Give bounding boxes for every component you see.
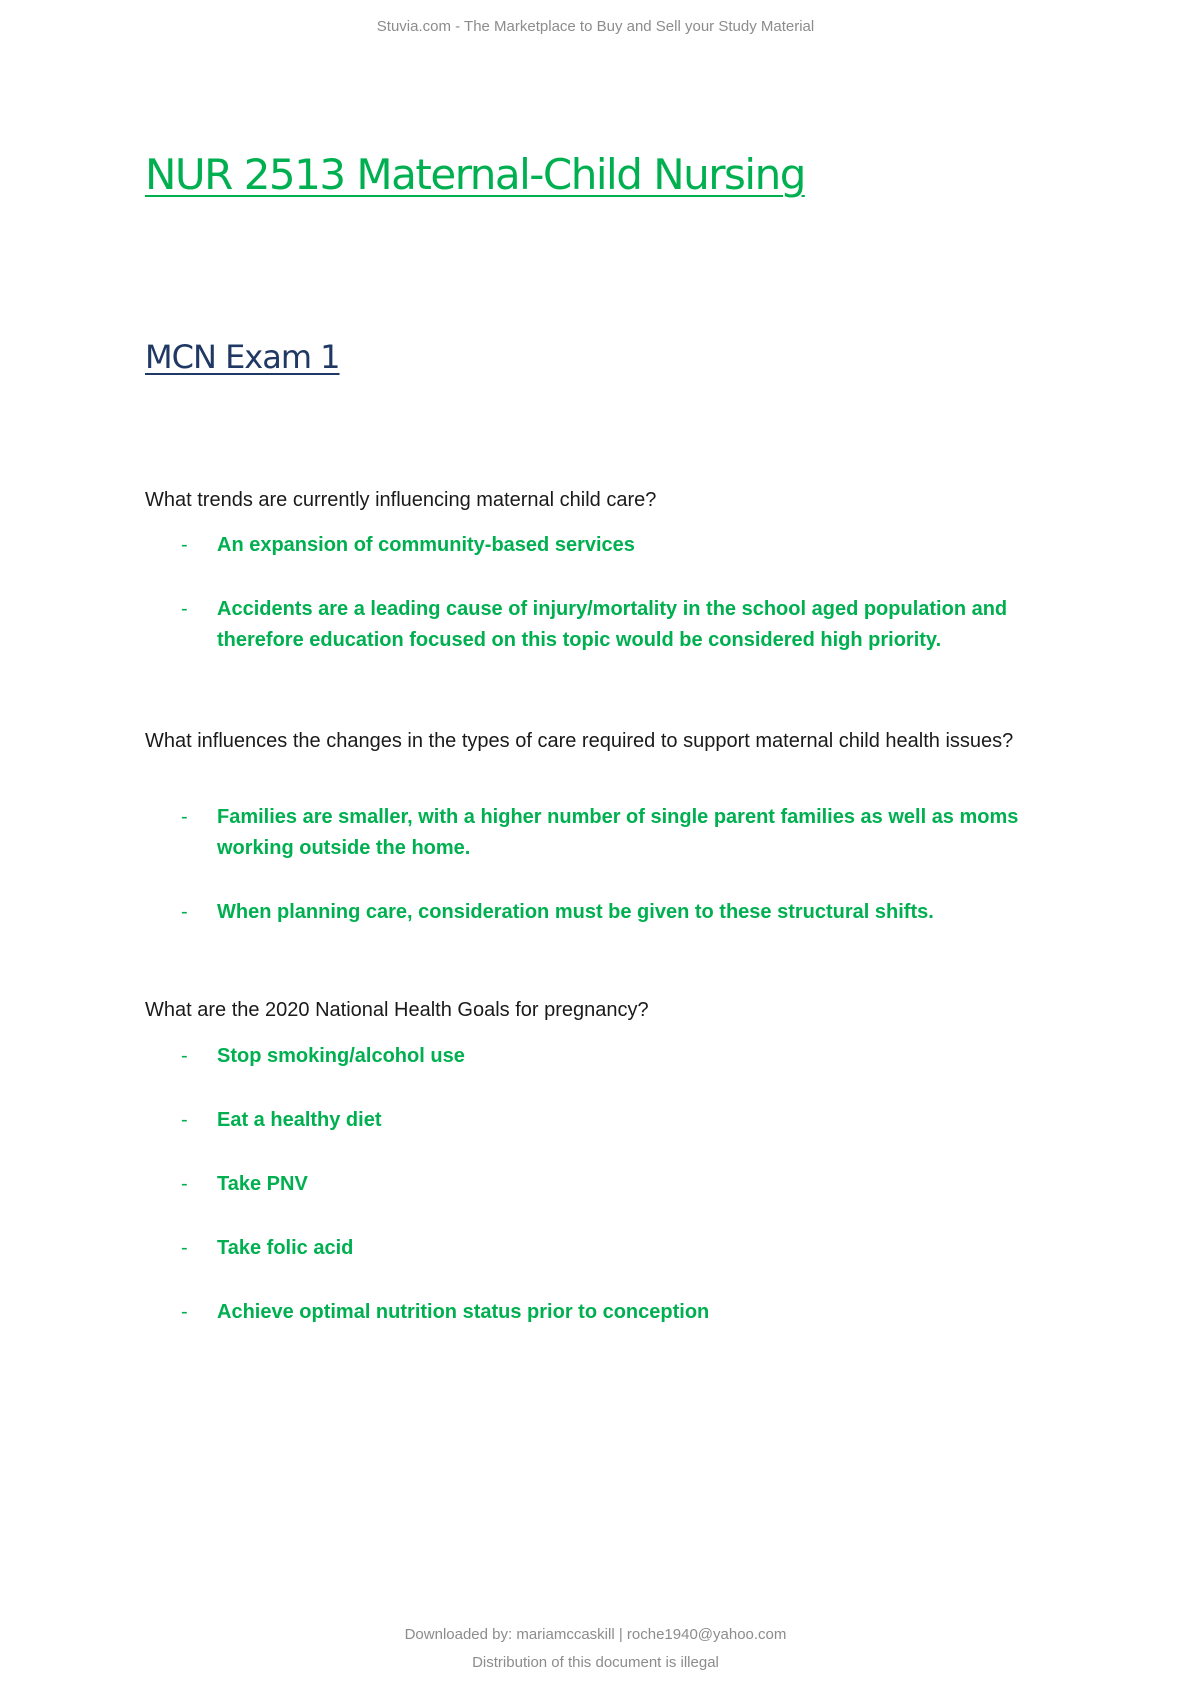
bullet-dash: - xyxy=(181,901,188,923)
answer-text: When planning care, consideration must be given to these structural shifts. xyxy=(217,901,934,923)
question-1: What trends are currently influencing maternal child care? xyxy=(145,489,657,511)
answer-text: Accidents are a leading cause of injury/mortality in the school aged population and therefore education focused on this topic would be considered high priority. xyxy=(217,598,1008,651)
answer-list-2 xyxy=(145,802,1065,961)
list-item xyxy=(145,1297,1065,1328)
answer-list-1 xyxy=(145,530,1065,689)
bullet-dash: - xyxy=(181,806,188,828)
list-item xyxy=(145,1041,1065,1072)
list-item xyxy=(145,897,1065,928)
download-info: Downloaded by: mariamccaskill | roche1940@yahoo.com xyxy=(404,1626,787,1643)
bullet-dash: - xyxy=(181,534,188,556)
stuvia-watermark: Stuvia.com - The Marketplace to Buy and Sell your Study Material xyxy=(376,18,815,35)
list-item xyxy=(145,1105,1065,1136)
answer-text: Achieve optimal nutrition status prior to conception xyxy=(217,1301,710,1323)
list-item xyxy=(145,1169,1065,1200)
list-item xyxy=(145,530,1065,561)
question-3: What are the 2020 National Health Goals for pregnancy? xyxy=(145,999,649,1021)
bullet-dash: - xyxy=(181,598,188,620)
answer-text: Eat a healthy diet xyxy=(217,1109,382,1131)
answer-text: Take folic acid xyxy=(217,1237,354,1259)
question-2: What influences the changes in the types of care required to support maternal child health issues? xyxy=(145,730,1014,752)
list-item xyxy=(145,802,1065,864)
list-item xyxy=(145,1233,1065,1264)
bullet-dash: - xyxy=(181,1045,188,1067)
bullet-dash: - xyxy=(181,1301,188,1323)
document-subtitle: MCN Exam 1 xyxy=(145,338,340,376)
answer-text: Take PNV xyxy=(217,1173,308,1195)
bullet-dash: - xyxy=(181,1237,188,1259)
answer-list-3 xyxy=(145,1041,1065,1328)
answer-text: Families are smaller, with a higher number of single parent families as well as moms working outside the home. xyxy=(217,806,1019,859)
answer-text: Stop smoking/alcohol use xyxy=(217,1045,465,1067)
distribution-notice: Distribution of this document is illegal xyxy=(472,1654,719,1671)
answer-text: An expansion of community-based services xyxy=(217,534,635,556)
bullet-dash: - xyxy=(181,1173,188,1195)
list-item xyxy=(145,594,1065,656)
document-title: NUR 2513 Maternal-Child Nursing xyxy=(145,150,805,199)
bullet-dash: - xyxy=(181,1109,188,1131)
